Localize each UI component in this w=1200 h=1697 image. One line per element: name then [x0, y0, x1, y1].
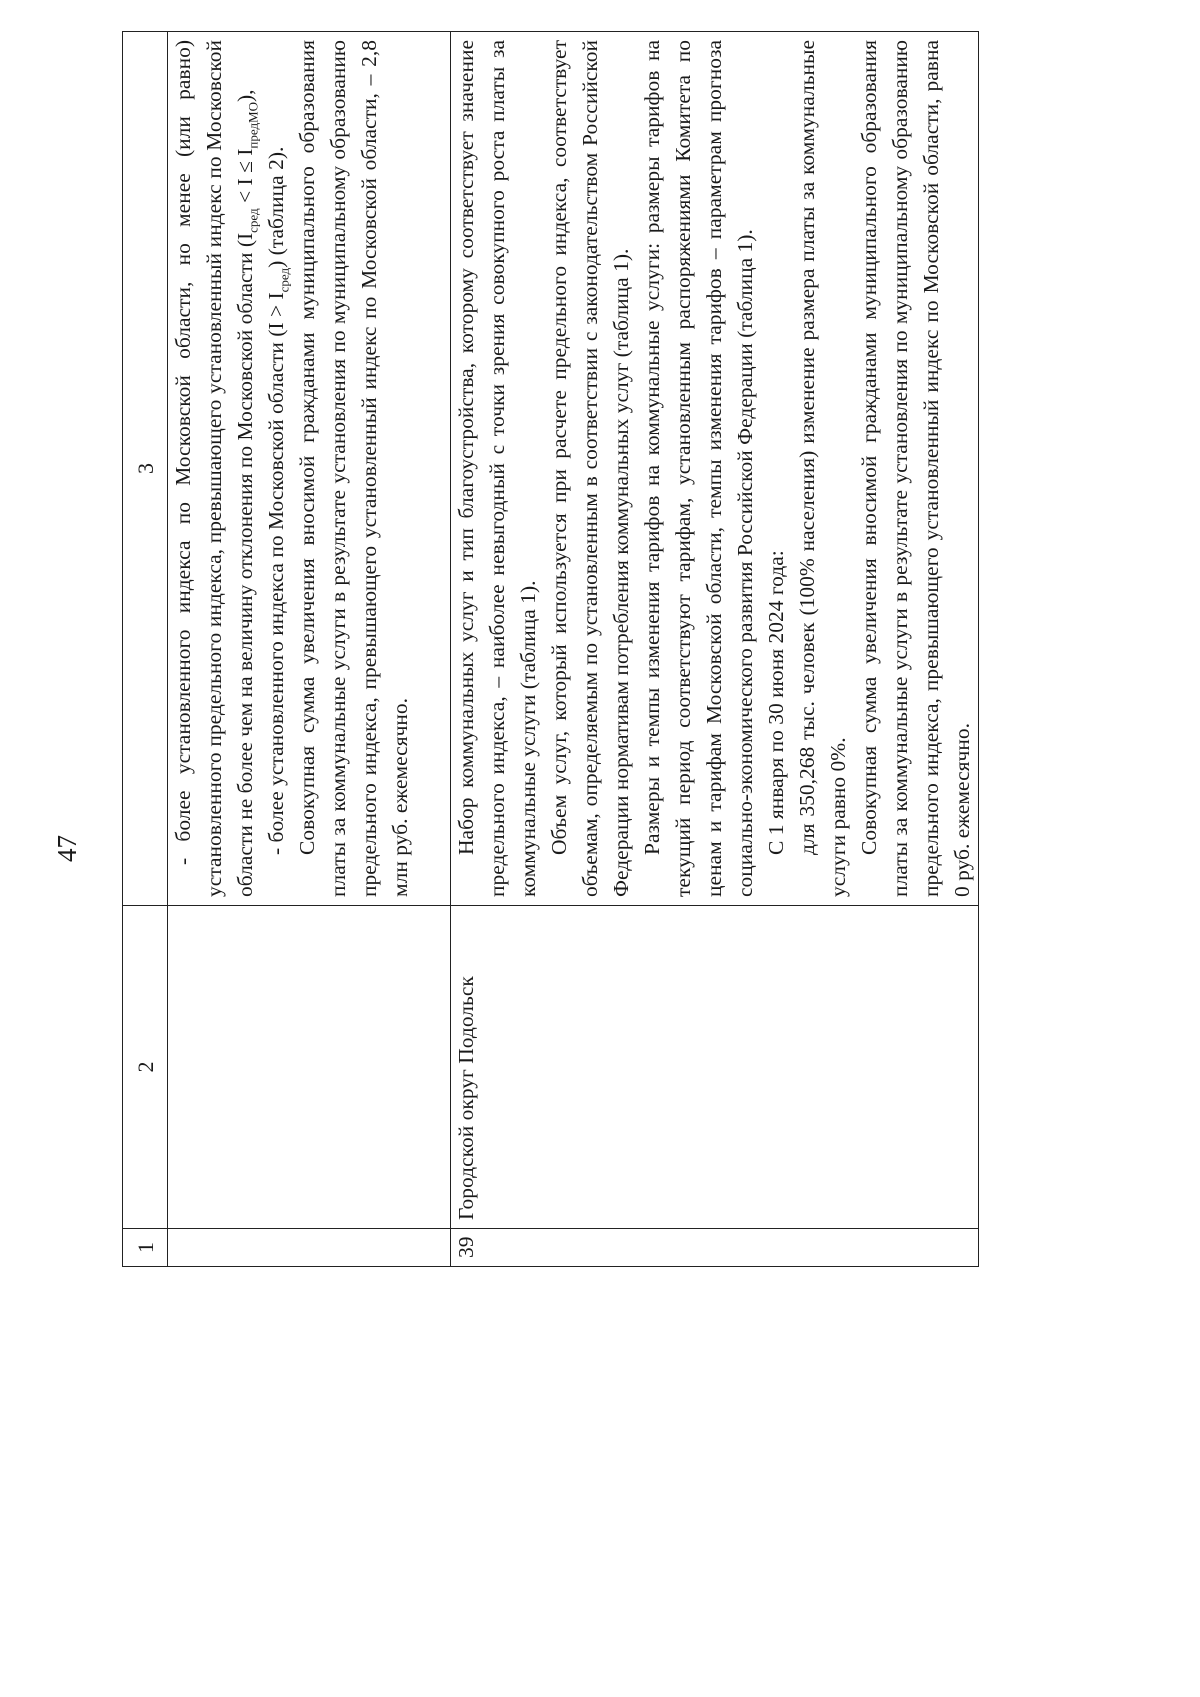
municipality-table [122, 31, 979, 1267]
paragraph [168, 40, 261, 897]
paragraph-text: - более установленного индекса по Московской области, но менее (или равно) установленного предельного индекса, превышающего установленный индекс по Московской области не более чем на величину отклонения по Московской области (I [171, 40, 257, 897]
table-row-39 [451, 32, 979, 1267]
formula-subscript: сред [276, 267, 292, 293]
row-description [168, 32, 451, 906]
paragraph: С 1 января по 30 июня 2024 года: [764, 550, 788, 855]
page-number: 47 [52, 835, 82, 862]
paragraph: Размеры и темпы изменения тарифов на коммунальные услуги: размеры тарифов на текущий период соответствуют тарифам, установленным распоряжениями Комитета по ценам и тарифам Московской области, темпы изменения тарифов – параметрам прогноза социально-экономического развития Российской Федерации (таблица 1). [640, 40, 757, 897]
municipality-name: Городской округ Подольск [451, 906, 979, 1229]
header-col-3: 3 [123, 32, 168, 906]
paragraph [261, 40, 292, 897]
formula-subscript: предМО [245, 101, 261, 149]
paragraph: Набор коммунальных услуг и тип благоустройства, которому соответствует значение предельного индекса, – наиболее невыгодный с точки зрения совокупного роста платы за коммунальные услуги (таблица 1). [454, 40, 540, 897]
row-number [168, 1229, 451, 1267]
table-row-continued [168, 32, 451, 1267]
table-header-row [123, 32, 168, 1267]
formula-text: ), [233, 89, 257, 102]
header-col-1: 1 [123, 1229, 168, 1267]
row-description [451, 32, 979, 906]
paragraph: Совокупная сумма увеличения вносимой гражданами муниципального образования платы за коммунальные услуги в результате установления по муниципальному образованию предельного индекса, превышающего установленный индекс по Московской области, – 2,8 млн руб. ежемесячно. [295, 40, 412, 897]
municipality-name [168, 906, 451, 1229]
formula-text: ) (таблица 2). [264, 146, 288, 268]
paragraph: для 350,268 тыс. человек (100% населения) изменение размера платы за коммунальные услуги равно 0%. [795, 40, 850, 897]
header-col-2: 2 [123, 906, 168, 1229]
row-number: 39 [451, 1229, 979, 1267]
formula-text: < I ≤ I [233, 148, 257, 209]
paragraph-text: - более установленного индекса по Московской области (I > I [264, 292, 288, 855]
formula-subscript: сред [245, 208, 261, 233]
paragraph: Объем услуг, который используется при расчете предельного индекса, соответствует объемам, определяемым по установленным в соответствии с законодательством Российской Федерации нормативам потребления коммунальных услуг (таблица 1). [547, 40, 633, 897]
paragraph: Совокупная сумма увеличения вносимой гражданами муниципального образования платы за коммунальные услуги в результате установления по муниципальному образованию предельного индекса, превышающего установленный индекс по Московской области, равна 0 руб. ежемесячно. [857, 40, 974, 897]
